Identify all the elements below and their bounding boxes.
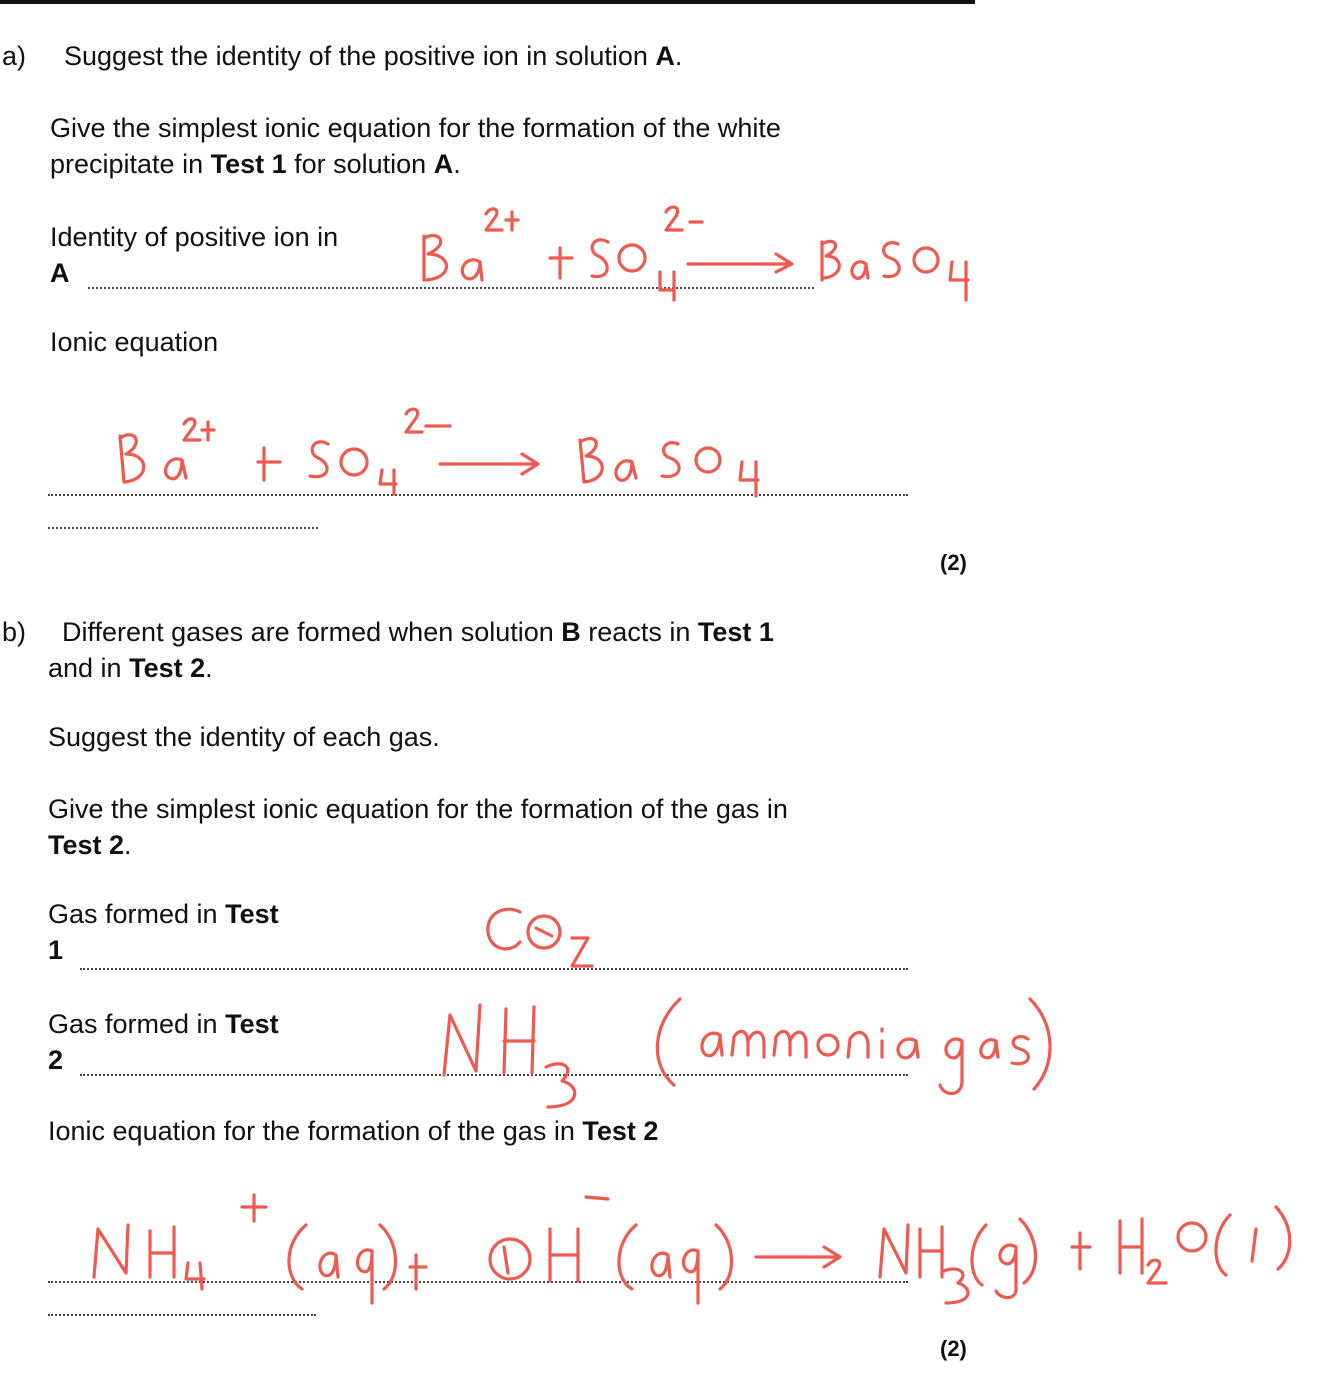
marks-b: (2) xyxy=(940,1336,967,1361)
gas2-label: Gas formed in Test 2 xyxy=(48,1009,279,1075)
part-b-equation-label: Ionic equation for the formation of the gas in Test 2 xyxy=(48,1116,659,1146)
ionic-equation-label: Ionic equation xyxy=(50,327,219,357)
handwriting-b-gas1 xyxy=(480,898,610,978)
handwriting-a-equation xyxy=(110,400,790,510)
handwriting-b-equation xyxy=(80,1185,1334,1305)
table-divider xyxy=(388,0,390,4)
identity-instruction: Suggest the identity of each gas. xyxy=(48,722,440,752)
answer-line-equation-cont[interactable] xyxy=(48,527,318,529)
answer-line-b-equation-cont[interactable] xyxy=(48,1314,316,1316)
table-divider xyxy=(680,0,682,4)
part-b-label: b) xyxy=(2,617,27,647)
table-bottom-border xyxy=(0,0,975,4)
identity-label: Identity of positive ion in A xyxy=(50,222,339,288)
handwriting-b-gas2 xyxy=(430,985,1060,1115)
part-a-instruction: Give the simplest ionic equation for the formation of the white precipitate in Test 1 for solution A. xyxy=(50,113,781,179)
part-b-question: b) Different gases are formed when solution B reacts in Test 1 and in Test 2. xyxy=(2,617,774,683)
marks-a: (2) xyxy=(940,550,967,575)
part-a-label: a) xyxy=(2,41,27,71)
handwriting-a-identity xyxy=(410,200,980,310)
gas1-label: Gas formed in Test 1 xyxy=(48,899,279,965)
part-a-question: a) Suggest the identity of the positive ion in solution A. xyxy=(2,41,683,71)
part-b-instruction: Give the simplest ionic equation for the formation of the gas in Test 2. xyxy=(48,794,788,860)
